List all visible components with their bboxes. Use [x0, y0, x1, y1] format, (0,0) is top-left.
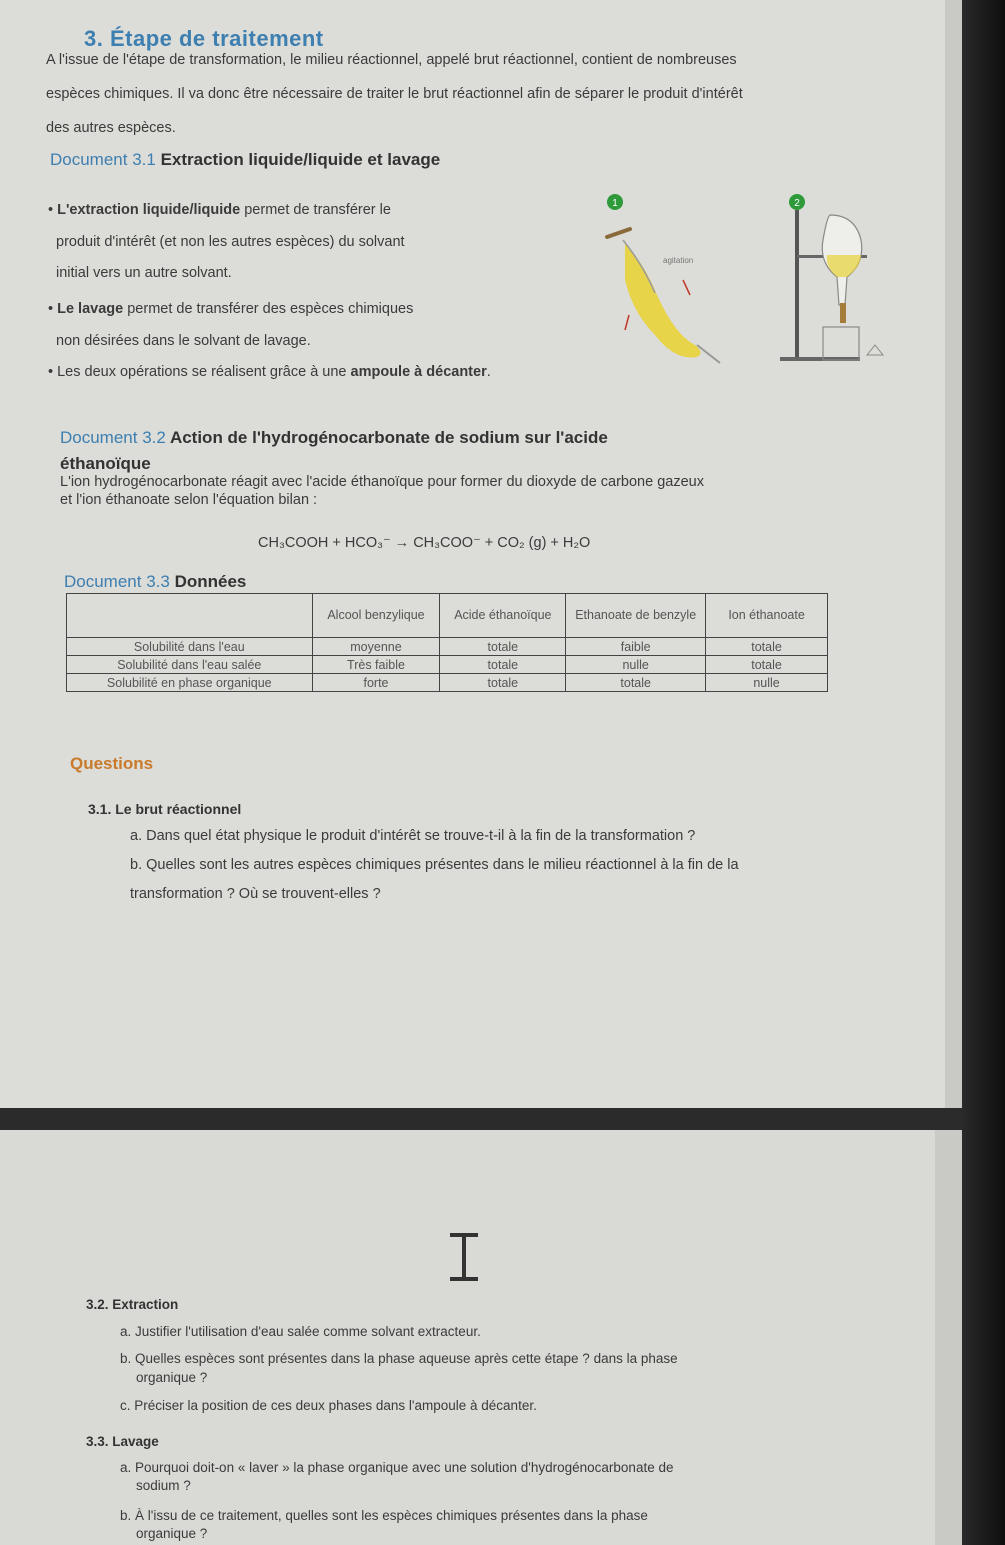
doc3-title: Données	[174, 572, 247, 591]
questions-title: Questions	[70, 754, 154, 773]
separatory-funnel-figure	[585, 185, 915, 380]
step-1-label: 1	[612, 198, 618, 209]
funnel-on-stand	[780, 210, 883, 361]
table-cell: totale	[706, 638, 828, 656]
table-cell: totale	[440, 674, 566, 692]
table-header-cell: Ethanoate de benzyle	[566, 594, 706, 638]
table-cell: Très faible	[312, 656, 440, 674]
table-row	[67, 656, 828, 674]
table-cell: forte	[312, 674, 440, 692]
doc2-title-line1: Action de l'hydrogénocarbonate de sodium sur l'acide	[169, 428, 608, 447]
section-title: 3. Étape de traitement	[84, 26, 324, 51]
table-row-header: Solubilité dans l'eau salée	[67, 656, 313, 674]
table-cell: totale	[706, 656, 828, 674]
table-header-cell	[67, 594, 313, 638]
q33-title: 3.3. Lavage	[86, 1434, 159, 1449]
intro-line-1: A l'issue de l'étape de transformation, le milieu réactionnel, appelé brut réactionnel, contient de nombreuses	[46, 52, 737, 68]
q32-b-line2: organique ?	[136, 1370, 208, 1385]
q32-a: a. Justifier l'utilisation d'eau salée comme solvant extracteur.	[120, 1324, 481, 1339]
table-cell: totale	[566, 674, 706, 692]
table-cell: faible	[566, 638, 706, 656]
q32-title: 3.2. Extraction	[86, 1297, 179, 1312]
table-cell: nulle	[706, 674, 828, 692]
doc1-b1-line2: produit d'intérêt (et non les autres espèces) du solvant	[56, 234, 405, 250]
table-cell: moyenne	[312, 638, 440, 656]
doc1-number: Document 3.1	[50, 150, 156, 169]
doc1-b3-bold: ampoule à décanter	[350, 364, 487, 380]
monitor-bezel	[962, 0, 1005, 1545]
doc2-title-line2: éthanoïque	[60, 454, 151, 473]
doc2-equation: CH₃COOH + HCO₃⁻ → CH₃COO⁻ + CO₂ (g) + H₂O	[258, 535, 591, 551]
page-separator	[0, 1108, 962, 1130]
doc1-b2-rest: permet de transférer des espèces chimiques	[123, 301, 414, 317]
q33-a-line1: a. Pourquoi doit-on « laver » la phase organique avec une solution d'hydrogénocarbonate de	[120, 1460, 674, 1475]
doc2-text-line2: et l'ion éthanoate selon l'équation bilan :	[60, 492, 318, 508]
q33-a-line2: sodium ?	[136, 1478, 191, 1493]
table-cell: totale	[440, 638, 566, 656]
intro-line-2: espèces chimiques. Il va donc être nécessaire de traiter le brut réactionnel afin de séparer le produit d'intérêt	[46, 86, 743, 102]
text-cursor-icon	[450, 1233, 478, 1281]
table-header-cell: Ion éthanoate	[706, 594, 828, 638]
agitation-label: agitation	[663, 256, 694, 265]
q31-a: a. Dans quel état physique le produit d'intérêt se trouve-t-il à la fin de la transformation ?	[130, 828, 696, 844]
doc1-b1-line3: initial vers un autre solvant.	[56, 265, 232, 281]
doc1-b3-rest: Les deux opérations se réalisent grâce à une	[57, 364, 351, 380]
solubility-table	[66, 593, 828, 692]
q31-b-line2: transformation ? Où se trouvent-elles ?	[130, 886, 381, 902]
q31-b-line1: b. Quelles sont les autres espèces chimiques présentes dans le milieu réactionnel à la fin de la	[130, 857, 739, 873]
q33-b-line1: b. À l'issu de ce traitement, quelles sont les espèces chimiques présentes dans la phase	[120, 1508, 648, 1523]
doc1-heading	[50, 150, 440, 170]
doc2-heading	[60, 428, 608, 448]
doc1-bullet-1: • L'extraction liquide/liquide permet de transférer le	[48, 202, 391, 218]
table-header-cell: Alcool benzylique	[312, 594, 440, 638]
doc3-number: Document 3.3	[64, 572, 170, 591]
table-cell: totale	[440, 656, 566, 674]
q31-title: 3.1. Le brut réactionnel	[88, 801, 242, 817]
doc1-b3-end: .	[486, 364, 491, 380]
doc1-title: Extraction liquide/liquide et lavage	[160, 150, 441, 169]
q32-b-line1: b. Quelles espèces sont présentes dans la phase aqueuse après cette étape ? dans la phase	[120, 1351, 678, 1366]
doc1-bullet-2: • Le lavage permet de transférer des espèces chimiques	[48, 301, 414, 317]
step-2-label: 2	[794, 198, 800, 209]
intro-line-3: des autres espèces.	[46, 120, 176, 136]
table-header-cell: Acide éthanoïque	[440, 594, 566, 638]
doc1-b1-rest: permet de transférer le	[240, 202, 391, 218]
table-row	[67, 674, 828, 692]
doc1-b2-bold: Le lavage	[57, 301, 124, 317]
table-header-row	[67, 594, 828, 638]
table-row-header: Solubilité en phase organique	[67, 674, 313, 692]
doc1-bullet-3: • Les deux opérations se réalisent grâce à une ampoule à décanter.	[48, 364, 491, 380]
table-row-header: Solubilité dans l'eau	[67, 638, 313, 656]
q32-c: c. Préciser la position de ces deux phases dans l'ampoule à décanter.	[120, 1398, 537, 1413]
doc1-b2-line2: non désirées dans le solvant de lavage.	[56, 333, 311, 349]
table-row	[67, 638, 828, 656]
shaken-funnel	[607, 229, 720, 363]
q33-b-line2: organique ?	[136, 1526, 208, 1541]
doc2-text-line1: L'ion hydrogénocarbonate réagit avec l'acide éthanoïque pour former du dioxyde de carbone gazeux	[60, 474, 704, 490]
doc2-number: Document 3.2	[60, 428, 166, 447]
doc3-heading	[64, 572, 246, 592]
doc1-b1-bold: L'extraction liquide/liquide	[57, 202, 241, 218]
table-cell: nulle	[566, 656, 706, 674]
